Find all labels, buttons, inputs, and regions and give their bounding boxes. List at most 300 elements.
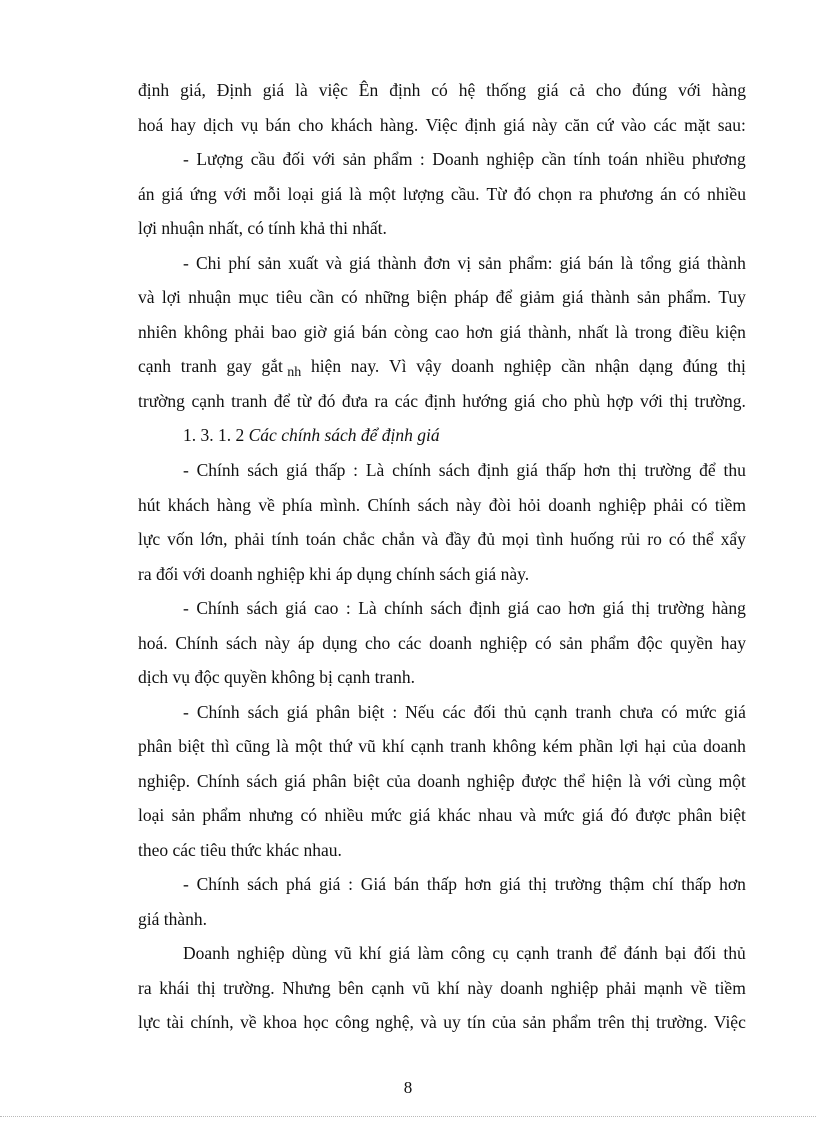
word: sản bbox=[257, 253, 282, 273]
word: chắn bbox=[381, 529, 415, 549]
word: biệt bbox=[358, 702, 385, 722]
word: bán bbox=[361, 322, 388, 342]
word: khách bbox=[167, 495, 210, 515]
word: giá bbox=[499, 322, 522, 342]
word: bán bbox=[265, 115, 291, 135]
word: cầu. bbox=[450, 184, 480, 204]
word: giá bbox=[678, 253, 700, 273]
word: sản bbox=[171, 805, 195, 825]
word: trường bbox=[644, 460, 692, 480]
word: định bbox=[389, 80, 421, 100]
word: sách bbox=[247, 702, 279, 722]
word: sản bbox=[478, 253, 502, 273]
word: vũ bbox=[412, 978, 430, 998]
word: nghiệp bbox=[486, 149, 535, 169]
word: khái bbox=[159, 978, 190, 998]
word: chắc bbox=[342, 529, 375, 549]
word: chọn bbox=[538, 184, 573, 204]
word: phẩm bbox=[373, 149, 413, 169]
word: với bbox=[223, 184, 247, 204]
word: thị bbox=[669, 391, 688, 411]
word: thành bbox=[377, 253, 417, 273]
word: cạnh bbox=[534, 702, 568, 722]
word: Doanh bbox=[183, 943, 230, 963]
word: hơn bbox=[466, 322, 493, 342]
word: hoá. bbox=[138, 633, 168, 653]
text-line bbox=[183, 596, 746, 620]
word: Chính bbox=[367, 495, 411, 515]
word: sách bbox=[417, 495, 449, 515]
word: phải bbox=[653, 495, 684, 515]
footer-divider bbox=[0, 1116, 816, 1117]
word: : bbox=[353, 460, 359, 480]
word: Là bbox=[365, 460, 385, 480]
word: đối bbox=[282, 149, 305, 169]
word: phân bbox=[138, 736, 173, 756]
word: xuất bbox=[288, 253, 319, 273]
word: cầu bbox=[250, 149, 276, 169]
word: với bbox=[640, 391, 663, 411]
word: mặt bbox=[684, 115, 711, 135]
word: tiềm bbox=[714, 495, 746, 515]
word: phí bbox=[228, 253, 251, 273]
word: sách bbox=[247, 460, 279, 480]
word: các bbox=[653, 115, 677, 135]
word: Doanh bbox=[432, 149, 479, 169]
word: hướng bbox=[462, 391, 508, 411]
word: giá bbox=[562, 287, 584, 307]
word: thành, bbox=[528, 322, 572, 342]
word: định bbox=[138, 80, 170, 100]
word: và bbox=[138, 287, 155, 307]
word: mỗi bbox=[253, 184, 281, 204]
word: là bbox=[620, 253, 634, 273]
word: phẩm: bbox=[508, 253, 553, 273]
word: vốn bbox=[167, 529, 194, 549]
word: phẩm bbox=[202, 805, 242, 825]
word: phá bbox=[285, 874, 312, 894]
text-line bbox=[138, 320, 746, 344]
word: phải bbox=[234, 529, 265, 549]
word: này bbox=[467, 978, 493, 998]
word: sách bbox=[246, 598, 278, 618]
word: là bbox=[615, 322, 628, 342]
word: giá bbox=[320, 184, 343, 204]
word: còng bbox=[393, 322, 428, 342]
page-number: 8 bbox=[403, 1078, 413, 1097]
word: cạnh bbox=[516, 943, 550, 963]
word: nhau bbox=[478, 805, 513, 825]
word: này bbox=[532, 115, 558, 135]
word: chính bbox=[384, 598, 424, 618]
word: giá bbox=[349, 253, 371, 273]
word: lợi bbox=[161, 287, 181, 307]
word: Ên bbox=[358, 80, 379, 100]
word: tiềm bbox=[714, 978, 746, 998]
word: các bbox=[398, 633, 422, 653]
word: một bbox=[718, 771, 746, 791]
word: vào bbox=[620, 115, 647, 135]
word: dạng bbox=[638, 356, 673, 376]
word: Tuy bbox=[718, 287, 746, 307]
word: là bbox=[628, 771, 642, 791]
word: độc bbox=[637, 633, 663, 653]
word: xẩy bbox=[720, 529, 746, 549]
word: Chính bbox=[175, 633, 219, 653]
text-line bbox=[183, 251, 746, 275]
word: Giá bbox=[360, 874, 387, 894]
word: cần bbox=[309, 287, 334, 307]
text-line bbox=[138, 527, 746, 551]
word: để bbox=[699, 460, 716, 480]
word: tranh bbox=[180, 356, 217, 376]
word: Chính bbox=[196, 460, 240, 480]
word: có bbox=[661, 702, 678, 722]
text-line bbox=[138, 285, 746, 309]
word: việc bbox=[318, 80, 348, 100]
text-line bbox=[138, 78, 746, 102]
word: giá bbox=[319, 874, 341, 894]
word: bao bbox=[271, 322, 297, 342]
word: sách bbox=[438, 460, 470, 480]
text-line bbox=[138, 734, 746, 758]
word: phải bbox=[606, 978, 637, 998]
word: phương bbox=[692, 149, 746, 169]
word: đúng bbox=[632, 80, 668, 100]
word: thành bbox=[706, 253, 746, 273]
word: lượng bbox=[402, 184, 444, 204]
word: Chi bbox=[195, 253, 222, 273]
word: này bbox=[456, 495, 482, 515]
word: để bbox=[495, 287, 513, 307]
word: thấp bbox=[545, 460, 576, 480]
word: vũ bbox=[334, 943, 352, 963]
word: doanh bbox=[548, 495, 592, 515]
word: Lượng bbox=[196, 149, 244, 169]
word: phẩm. bbox=[667, 287, 711, 307]
section-heading bbox=[183, 423, 816, 447]
word: hợp bbox=[606, 391, 634, 411]
word: toán bbox=[608, 149, 639, 169]
word: là bbox=[295, 80, 308, 100]
word: loại bbox=[138, 805, 165, 825]
word: các bbox=[442, 702, 466, 722]
word: - bbox=[183, 460, 189, 480]
word: căn bbox=[564, 115, 589, 135]
word: hút bbox=[138, 495, 161, 515]
word: nhuận bbox=[188, 287, 232, 307]
word: doanh bbox=[500, 978, 544, 998]
word: ứng bbox=[189, 184, 217, 204]
text-line: dịch vụ độc quyền không bị cạnh tranh. bbox=[138, 667, 416, 687]
word: hàng. bbox=[379, 115, 419, 135]
word: hiện bbox=[310, 356, 342, 376]
word: nghiệp bbox=[550, 978, 599, 998]
word: nhiều bbox=[645, 149, 685, 169]
word: khí bbox=[382, 736, 405, 756]
text-line bbox=[183, 458, 746, 482]
word: đó bbox=[610, 805, 629, 825]
word: lực bbox=[138, 529, 161, 549]
word: hại bbox=[644, 736, 667, 756]
word: cao bbox=[314, 598, 339, 618]
word: giá bbox=[499, 874, 521, 894]
word: mức bbox=[543, 805, 575, 825]
word: và bbox=[325, 253, 343, 273]
word: đó bbox=[317, 391, 336, 411]
word: tranh bbox=[450, 736, 487, 756]
word: trường. bbox=[694, 391, 746, 411]
word: phần bbox=[579, 736, 614, 756]
word: về bbox=[690, 978, 708, 998]
word: cần bbox=[561, 356, 586, 376]
word: sản bbox=[342, 149, 367, 169]
word: tín bbox=[467, 1012, 486, 1032]
word: sách bbox=[246, 771, 278, 791]
word: : bbox=[392, 702, 398, 722]
word: tranh bbox=[231, 391, 268, 411]
word: có bbox=[668, 529, 686, 549]
word: cho bbox=[541, 391, 568, 411]
word: dịch bbox=[203, 115, 234, 135]
word: huống bbox=[570, 529, 614, 549]
word: để bbox=[599, 943, 617, 963]
text-line bbox=[138, 631, 746, 655]
word: định bbox=[424, 391, 456, 411]
word: một bbox=[368, 184, 396, 204]
word: giá bbox=[286, 702, 309, 722]
word: trường bbox=[554, 874, 602, 894]
word: giá bbox=[602, 598, 625, 618]
word: giá bbox=[388, 943, 411, 963]
word: có bbox=[341, 287, 358, 307]
word: định bbox=[477, 460, 509, 480]
word: có bbox=[683, 184, 701, 204]
word: khác bbox=[437, 805, 471, 825]
word: là bbox=[349, 184, 362, 204]
word: phía bbox=[282, 495, 313, 515]
text-line bbox=[138, 803, 746, 827]
word: án bbox=[138, 184, 155, 204]
word: án bbox=[660, 184, 677, 204]
word: trường bbox=[657, 598, 705, 618]
word: sau: bbox=[717, 115, 746, 135]
word: hơn bbox=[583, 460, 611, 480]
word: không bbox=[183, 322, 228, 342]
word: công bbox=[335, 1012, 370, 1032]
word: pháp bbox=[454, 287, 489, 307]
word: Việc bbox=[713, 1012, 746, 1032]
word: với bbox=[648, 771, 671, 791]
word: Chính bbox=[196, 771, 240, 791]
word: vụ bbox=[240, 115, 259, 135]
word: lớn, bbox=[200, 529, 228, 549]
word: Chính bbox=[196, 598, 240, 618]
text-line bbox=[138, 769, 746, 793]
word: điều bbox=[678, 322, 709, 342]
word: Chính bbox=[196, 874, 240, 894]
word: thấp bbox=[315, 460, 346, 480]
word: Chính bbox=[196, 702, 240, 722]
word: định bbox=[464, 115, 497, 135]
word: quyền bbox=[670, 633, 713, 653]
word: hơn bbox=[719, 874, 746, 894]
word: cạnh bbox=[138, 356, 172, 376]
word: hàng bbox=[711, 598, 746, 618]
word: hay bbox=[720, 633, 746, 653]
word: có bbox=[690, 495, 708, 515]
word: chính bbox=[392, 460, 431, 480]
word: trên bbox=[597, 1012, 625, 1032]
word: sản bbox=[637, 287, 661, 307]
word: giá bbox=[503, 115, 525, 135]
word: để bbox=[273, 391, 291, 411]
word: học bbox=[303, 1012, 329, 1032]
word: thể bbox=[563, 771, 585, 791]
word: thị bbox=[197, 978, 216, 998]
word: đánh bbox=[623, 943, 658, 963]
word: mức bbox=[685, 702, 717, 722]
word: về bbox=[240, 1012, 257, 1032]
word: thấp bbox=[681, 874, 712, 894]
word: doanh bbox=[703, 736, 746, 756]
word: và bbox=[420, 1012, 437, 1032]
word: định bbox=[469, 598, 501, 618]
text-line bbox=[138, 493, 746, 517]
word: về bbox=[258, 495, 275, 515]
word: - bbox=[183, 149, 189, 169]
word: nghiệp bbox=[598, 495, 647, 515]
text-line bbox=[183, 147, 746, 171]
word: đó bbox=[513, 184, 532, 204]
word: dùng bbox=[291, 943, 327, 963]
word: trường bbox=[138, 391, 185, 411]
word: sách bbox=[225, 633, 258, 653]
word: mình. bbox=[319, 495, 361, 515]
text-line: lợi nhuận nhất, có tính khả thi nhất. bbox=[138, 218, 387, 238]
word: phương bbox=[599, 184, 654, 204]
word: thu bbox=[723, 460, 746, 480]
word: giá bbox=[161, 184, 183, 204]
word: cao bbox=[434, 322, 460, 342]
word: loại bbox=[287, 184, 314, 204]
word: biệt bbox=[353, 771, 380, 791]
word: mọi bbox=[501, 529, 530, 549]
word: với bbox=[678, 80, 701, 100]
word: với bbox=[312, 149, 336, 169]
word: Vì bbox=[389, 356, 407, 376]
word: gay bbox=[226, 356, 252, 376]
word: vị bbox=[457, 253, 472, 273]
word: đơn bbox=[423, 253, 451, 273]
word: cạnh bbox=[410, 736, 444, 756]
word: giá bbox=[333, 322, 355, 342]
word: làm bbox=[417, 943, 444, 963]
word: đủ bbox=[477, 529, 495, 549]
word: giá bbox=[285, 598, 307, 618]
word: thứ bbox=[328, 736, 352, 756]
word: cho bbox=[595, 80, 622, 100]
section-title: Các chính sách để định giá bbox=[248, 425, 440, 445]
word: cho bbox=[364, 633, 391, 653]
word: sách bbox=[430, 598, 462, 618]
word: thành bbox=[590, 287, 630, 307]
word: thủ bbox=[723, 943, 746, 963]
word: : bbox=[348, 874, 354, 894]
word: hỏi bbox=[518, 495, 541, 515]
word: Là bbox=[358, 598, 377, 618]
text-line bbox=[138, 976, 746, 1000]
word: nay. bbox=[350, 356, 380, 376]
text-line bbox=[138, 354, 746, 381]
word: bán bbox=[393, 874, 420, 894]
word: Từ bbox=[486, 184, 507, 204]
word: Việc bbox=[425, 115, 458, 135]
word: chí bbox=[652, 874, 674, 894]
word: đầy bbox=[445, 529, 471, 549]
word: giờ bbox=[303, 322, 327, 342]
word: phẩm bbox=[590, 633, 630, 653]
word: nhất bbox=[578, 322, 609, 342]
word: cạnh bbox=[371, 978, 405, 998]
word: nhiên bbox=[138, 322, 177, 342]
word: ra bbox=[578, 184, 593, 204]
subscript-fragment: nh bbox=[287, 365, 302, 380]
word: ra bbox=[138, 978, 152, 998]
word: những bbox=[365, 287, 410, 307]
text-line: theo các tiêu thức khác nhau. bbox=[138, 840, 342, 860]
word: giá bbox=[513, 391, 536, 411]
word: phù bbox=[573, 391, 601, 411]
word: đúng bbox=[682, 356, 718, 376]
word: đối bbox=[473, 702, 496, 722]
word: các bbox=[394, 391, 419, 411]
word: áp bbox=[297, 633, 315, 653]
word: ra bbox=[374, 391, 389, 411]
word: bên bbox=[338, 978, 364, 998]
word: thị bbox=[528, 874, 547, 894]
word: có bbox=[535, 633, 552, 653]
word: khí bbox=[359, 943, 382, 963]
word: chính, bbox=[190, 1012, 234, 1032]
word: tính bbox=[271, 529, 299, 549]
word: này bbox=[264, 633, 291, 653]
word: lực bbox=[138, 1012, 161, 1032]
word: thị bbox=[631, 598, 650, 618]
word: khách bbox=[330, 115, 373, 135]
text-line bbox=[183, 872, 746, 896]
word: Nhưng bbox=[282, 978, 331, 998]
word: rủi bbox=[620, 529, 641, 549]
word: mục bbox=[238, 287, 269, 307]
word: giá bbox=[516, 460, 538, 480]
section-number: 1. 3. 1. 2 bbox=[183, 425, 245, 445]
word: hệ bbox=[458, 80, 476, 100]
word: tranh bbox=[575, 702, 612, 722]
word: được bbox=[521, 771, 557, 791]
word: của bbox=[491, 1012, 517, 1032]
word: cùng bbox=[677, 771, 712, 791]
word: hơn bbox=[464, 874, 492, 894]
word: khoa bbox=[262, 1012, 298, 1032]
word: nghiệp bbox=[503, 356, 552, 376]
word: giá bbox=[581, 805, 604, 825]
text-line: ra đối với doanh nghiệp khi áp dụng chính sách giá này. bbox=[138, 564, 530, 584]
word: giá bbox=[262, 80, 285, 100]
text-line: giá thành. bbox=[138, 909, 208, 929]
word: là bbox=[276, 736, 289, 756]
word: kiện bbox=[715, 322, 746, 342]
